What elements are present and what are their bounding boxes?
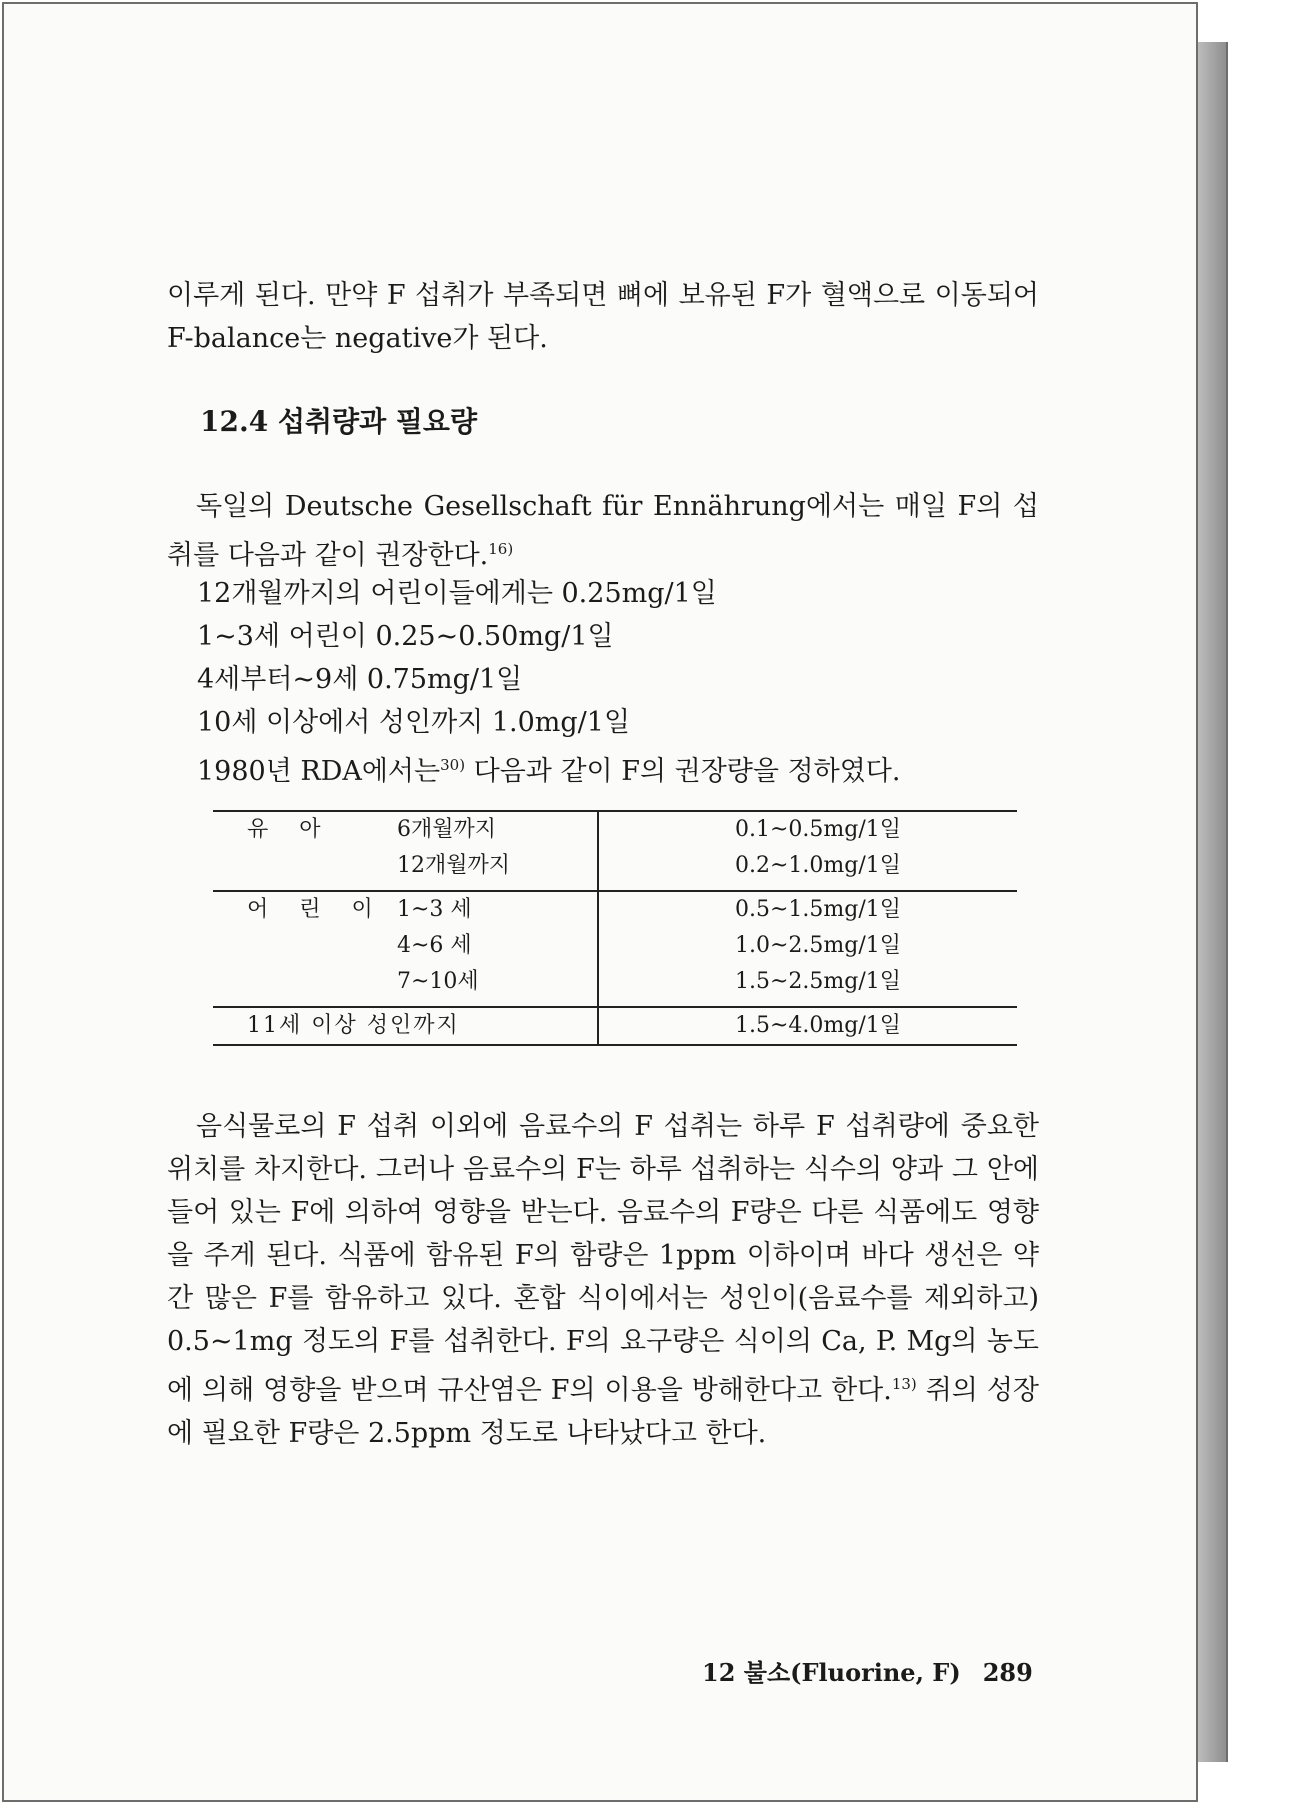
intro-paragraph <box>167 485 1039 577</box>
table-row <box>213 848 1017 884</box>
value-cell: 0.5~1.5mg/1일 <box>598 891 1017 928</box>
value-cell: 0.1~0.5mg/1일 <box>598 811 1017 848</box>
rda-text-after: 다음과 같이 F의 권장량을 정하였다. <box>465 756 901 787</box>
group-label: 유 아 <box>213 811 397 848</box>
page-number: 289 <box>982 1658 1033 1687</box>
value-cell: 1.5~4.0mg/1일 <box>598 1007 1017 1045</box>
paragraph-bottom-text-end: 쥐의 성장에 필요한 F량은 2.5ppm 정도로 나타났다고 한다. <box>167 1375 1039 1449</box>
page-edge-corner-bottom <box>1198 1762 1228 1802</box>
age-cell: 1~3 세 <box>397 891 598 928</box>
page-footer <box>702 1653 1033 1688</box>
book-page-edge <box>1198 2 1228 1802</box>
paragraph-bottom-ref: 13) <box>891 1375 917 1393</box>
age-cell: 6개월까지 <box>397 811 598 848</box>
table-row <box>213 811 1017 848</box>
page-edge-corner-top <box>1198 2 1228 42</box>
german-recommendation-list <box>197 572 1037 793</box>
value-cell: 0.2~1.0mg/1일 <box>598 848 1017 884</box>
rda-line <box>197 744 1037 793</box>
age-cell: 7~10세 <box>397 969 479 994</box>
rda-table <box>213 810 1017 1046</box>
value-cell: 1.5~2.5mg/1일 <box>598 964 1017 1000</box>
intro-ref: 16) <box>488 540 514 558</box>
paragraph-bottom <box>167 1105 1039 1455</box>
table-row <box>213 928 1017 964</box>
group-label: 어 린 이 <box>213 891 397 928</box>
intro-text: 독일의 Deutsche Gesellschaft für Ennährung에서는 매일 F의 섭취를 다음과 같이 권장한다. <box>167 491 1039 571</box>
paragraph-bottom-text: 음식물로의 F 섭취 이외에 음료수의 F 섭취는 하루 F 섭취량에 중요한 위치를 차지한다. 그러나 음료수의 F는 하루 섭취하는 식수의 양과 그 안에 들어 있는 F에 의하여 영향을 받는다. 음료수의 F량은 다른 식품에도 영향을 주게 된다. 식품에 함유된 F의 함량은 1ppm 이하이며 바다 생선은 약간 많은 F를 함유하고 있다. 혼합 식이에서는 성인이(음료수를 제외하고) 0.5~1mg 정도의 F를 섭취한다. F의 요구량은 식이의 Ca, P. Mg의 농도에 의해 영향을 받으며 규산염은 F의 이용을 방해한다고 한다. <box>167 1111 1039 1406</box>
list-item: 1~3세 어린이 0.25~0.50mg/1일 <box>197 621 614 652</box>
list-item: 4세부터~9세 0.75mg/1일 <box>197 664 523 695</box>
rda-ref: 30) <box>440 756 466 774</box>
value-cell: 1.0~2.5mg/1일 <box>598 928 1017 964</box>
age-cell: 4~6 세 <box>397 933 472 958</box>
table-row <box>213 964 1017 1000</box>
table-row <box>213 1007 1017 1045</box>
age-cell: 12개월까지 <box>397 853 511 878</box>
list-item: 10세 이상에서 성인까지 1.0mg/1일 <box>197 707 631 738</box>
group-label: 11세 이상 성인까지 <box>213 1007 598 1045</box>
section-heading: 12.4 섭취량과 필요량 <box>200 405 478 438</box>
table-row <box>213 891 1017 928</box>
rda-text: 1980년 RDA에서는 <box>197 756 441 787</box>
running-title: 12 불소(Fluorine, F) <box>702 1658 961 1687</box>
paragraph-top: 이루게 된다. 만약 F 섭취가 부족되면 뼈에 보유된 F가 혈액으로 이동되어 F-balance는 negative가 된다. <box>167 280 1039 354</box>
list-item: 12개월까지의 어린이들에게는 0.25mg/1일 <box>197 578 717 609</box>
